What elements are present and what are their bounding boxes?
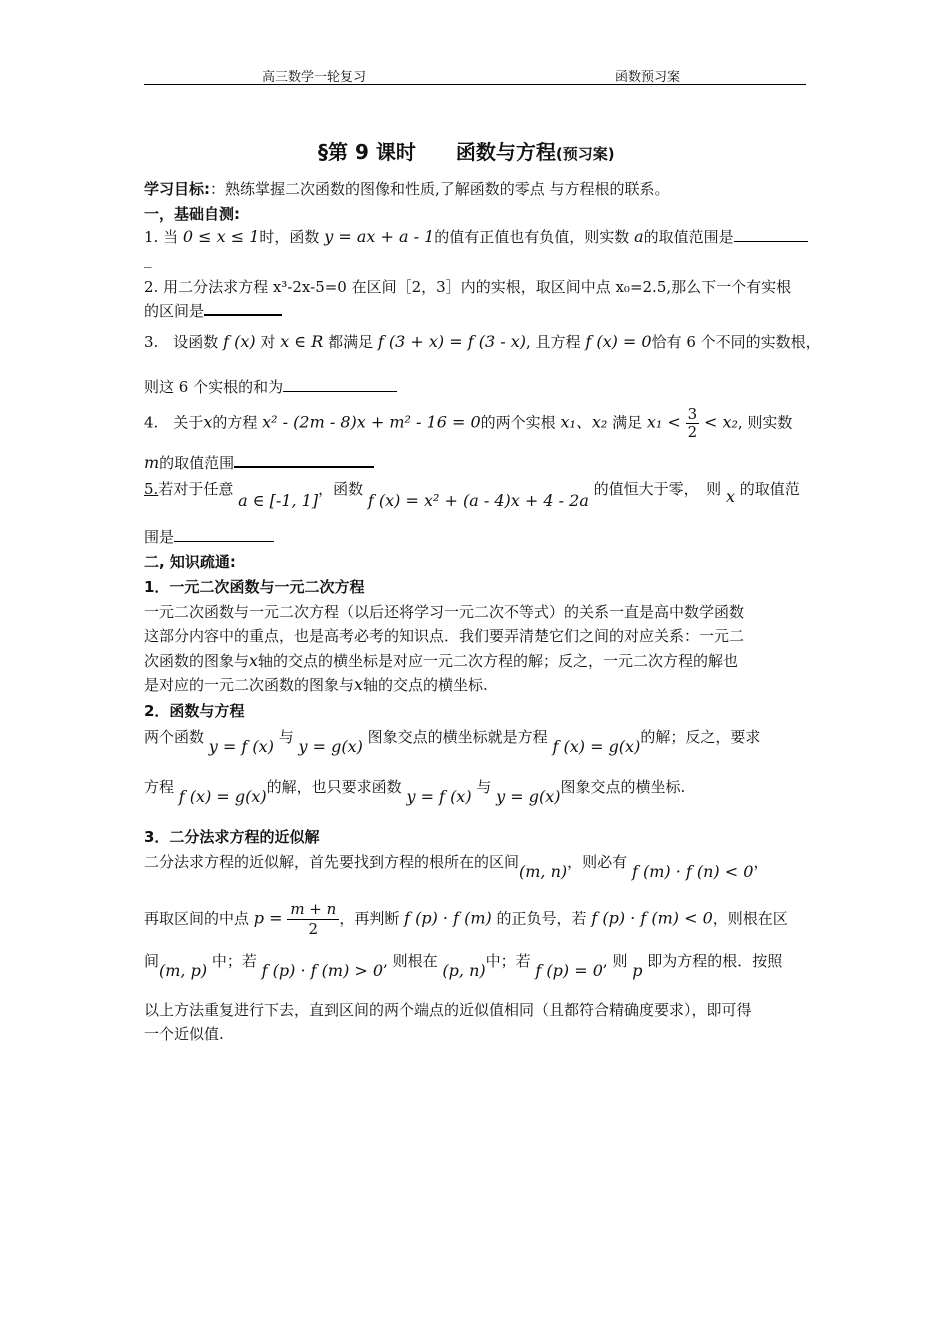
p2-line2-math2: y = f (x) [406,787,472,806]
q3-answer-blank[interactable] [283,391,397,392]
learning-goal [144,178,670,199]
title-sub: (预习案) [555,145,615,163]
q3-math-domain: x ∈ R [280,332,324,351]
q3-text-a: 3. 设函数 [144,333,219,351]
q5-line2-text: 围是 [144,528,175,546]
p2-line2-math1: f (x) = g(x) [178,787,267,806]
section1-heading: 一，基础自测: [144,205,240,223]
p1-line4-x: x [354,675,364,694]
header-left: 高三数学一轮复习 [262,70,367,85]
q4-math-m: m [144,453,160,472]
q4-text-c: 的两个实根 [480,413,556,432]
p3-line3-e: , 则 [602,952,628,970]
q3-math-symmetry: f (3 + x) = f (3 - x) [377,332,526,351]
q5-math-function: f (x) = x² + (a - 4)x + 4 - 2a [367,491,589,510]
q4-text-a: 4. 关于 [144,413,204,432]
q1-answer-blank[interactable] [734,241,808,242]
question-3 [144,331,821,352]
q3-text-e: 恰有 6 个不同的实数根， [651,333,821,351]
p3-fraction-num: m + n [287,900,339,920]
p3-line2-product: f (p) · f (m) [404,908,492,928]
q5-answer-blank[interactable] [174,541,274,542]
q1-math-range: 0 ≤ x ≤ 1 [182,227,260,246]
p3-line3-a: 间 [144,952,160,970]
p2-line1-math3: f (x) = g(x) [552,737,641,756]
p1-line1: 一元二次函数与一元二次方程（以后还将学习一元二次不等式）的关系一直是高中数学函数 [144,603,745,621]
p2-line1-math1: y = f (x) [208,737,274,756]
q4-fraction-den: 2 [687,423,698,441]
question-2-line1: 2. 用二分法求方程 x³-2x-5=0 在区间［2，3］内的实根，取区间中点 x₀=2.5,那么下一个有实根 [144,278,792,296]
q4-fraction [686,406,700,441]
p3-line1-interval: (m, n) [519,862,568,881]
q4-math-roots: x₁、x₂ [560,412,608,432]
p2-line1-b: 与 [278,728,294,746]
question-1 [144,226,808,247]
p3-line2-d: ，则根在区 [712,909,788,928]
q4-answer-blank[interactable] [234,466,374,468]
p1-line4-b: 轴的交点的横坐标. [363,676,488,694]
p3-line5: 一个近似值. [144,1025,224,1043]
q5-text-b: ，函数 [318,480,364,498]
question-5 [144,478,800,510]
p2-line1-a: 两个函数 [144,728,205,746]
q1-text-b: 时，函数 [259,228,320,246]
q2-text: 的区间是 [144,302,205,320]
header-right: 函数预习案 [615,70,681,85]
p2-line2-c: 与 [476,778,492,796]
p2-line2-d: 图象交点的横坐标. [560,778,686,796]
question-2-line2 [144,300,282,321]
p3-line3-b: 中；若 [211,952,257,970]
p3-line3-p: p [632,961,643,980]
p3-line2-a: 再取区间的中点 [144,909,250,928]
p3-line3-d: 中；若 [485,952,531,970]
p3-line3-interval-pn: (p, n) [442,961,486,980]
goal-text: ：熟练掌握二次函数的图像和性质,了解函数的零点 与方程根的联系。 [210,180,670,198]
q1-tail: _ [144,250,152,268]
p3-line2-c: 的正负号，若 [496,909,587,928]
q5-math-a-range: a ∈ [-1, 1] [238,491,319,510]
page-title [318,136,615,165]
q1-math-a: a [634,227,644,246]
p2-line2-b: 的解，也只要求函数 [266,778,402,796]
subsection-3-heading: 3．二分法求方程的近似解 [144,828,320,846]
question-4-line2 [144,452,374,473]
p2-line1 [144,726,761,756]
p3-line1-a: 二分法求方程的近似解，首先要找到方程的根所在的区间 [144,853,520,871]
p3-line3-pos-condition: f (p) · f (m) > 0 [261,961,384,980]
question-4 [144,406,792,446]
p2-line2-a: 方程 [144,778,175,796]
p3-line2 [144,900,788,944]
header-rule [144,84,806,85]
q5-math-x: x [725,487,735,506]
p3-fraction-den: 2 [308,920,319,938]
q5-text-a: 若对于任意 [158,480,234,498]
p3-line1-b: ，则必有 [567,853,628,871]
goal-label: 学习目标: [144,180,210,198]
p3-line3-zero-condition: f (p) = 0 [535,961,603,980]
p2-line1-math2: y = g(x) [298,737,363,756]
p1-line4-a: 是对应的一元二次函数的图象与 [144,676,355,694]
question-3-line2 [144,376,397,397]
q3-text-c: 都满足 [328,333,374,351]
p3-line3-interval-mp: (m, p) [159,961,208,980]
q4-math-equation: x² - (2m - 8)x + m² - 16 = 0 [262,412,481,432]
subsection-1-heading: 1．一元二次函数与一元二次方程 [144,578,365,596]
q2-answer-blank[interactable] [204,314,282,316]
p1-line4 [144,674,488,695]
p3-midpoint-fraction [287,900,339,939]
q4-math-x: x [203,412,213,432]
q1-text-a: 1. 当 [144,228,179,246]
q1-text-d: 的取值范围是 [643,228,734,246]
q5-text-d: 的取值范 [739,480,800,498]
q5-text-c: 的值恒大于零， 则 [593,480,722,498]
p1-line3 [144,650,738,671]
title-main: §第 9 课时 函数与方程 [318,140,556,164]
q3-math-equation: f (x) = 0 [585,332,652,351]
q3-text-d: , 且方程 [525,333,581,351]
q1-math-function: y = ax + a - 1 [324,227,435,246]
subsection-2-heading: 2．函数与方程 [144,702,245,720]
q4-text-d: 满足 [612,413,643,432]
p2-line1-d: 的解；反之，要求 [640,728,761,746]
p3-line2-p-eq: p = [253,908,283,928]
q3-text-b: 对 [260,333,276,351]
p3-line2-neg-condition: f (p) · f (m) < 0 [591,908,713,928]
q3-line2-text: 则这 6 个实根的和为 [144,378,284,396]
q5-number: 5. [144,480,159,498]
p2-line2 [144,776,686,806]
q3-math-fx: f (x) [223,332,256,351]
q4-text-b: 的方程 [212,413,258,432]
p3-line2-b: ，再判断 [339,909,400,928]
q4-math-left: x₁ < [646,412,681,432]
q1-text-c: 的值有正值也有负值，则实数 [434,228,630,246]
p1-line2: 这部分内容中的重点，也是高考必考的知识点．我们要弄清楚它们之间的对应关系：一元二 [144,627,745,645]
p3-line3-c: , 则根在 [383,952,438,970]
p2-line2-math3: y = g(x) [496,787,561,806]
p3-line1-condition: f (m) · f (n) < 0 [631,862,754,881]
p3-line3 [144,950,783,980]
q4-line2-text: 的取值范围 [159,454,235,472]
p1-line3-x: x [249,651,259,670]
section2-heading: 二, 知识疏通: [144,553,236,571]
q4-text-e: , 则实数 [737,413,793,432]
p1-line3-a: 次函数的图象与 [144,652,250,670]
p3-line4: 以上方法重复进行下去，直到区间的两个端点的近似值相同（且都符合精确度要求），即可得 [144,1001,752,1019]
q4-fraction-num: 3 [687,405,698,423]
p1-line3-b: 轴的交点的横坐标是对应一元二次方程的解；反之，一元二次方程的解也 [258,652,739,670]
p3-line1 [144,851,769,881]
p3-line1-c: ， [753,853,769,871]
p2-line1-c: 图象交点的横坐标就是方程 [367,728,548,746]
q4-math-right: < x₂ [703,412,738,432]
p3-line3-f: 即为方程的根．按照 [647,952,783,970]
question-5-line2 [144,526,274,547]
